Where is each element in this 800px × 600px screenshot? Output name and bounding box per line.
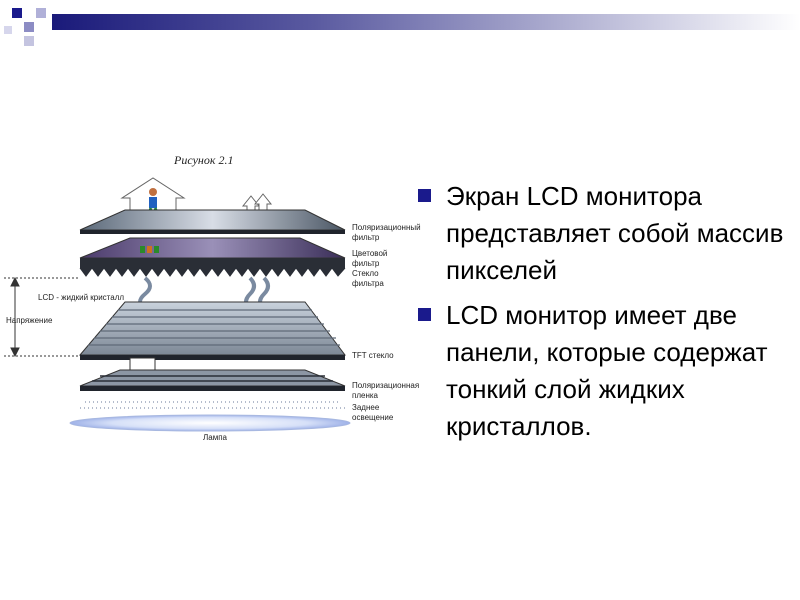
label-polarizing-filter: фильтр [352,233,380,242]
figure-caption: Рисунок 2.1 [174,153,234,167]
bullet-list [414,178,794,453]
label-tft-glass: TFT стекло [352,351,394,360]
bullet-item [414,178,794,289]
decor-gradient-bar [52,14,800,30]
decor-square [24,22,34,32]
top-decor-bar [0,0,800,50]
filter-glass-teeth [80,268,345,276]
decor-square [24,36,34,46]
label-color-filter: Цветовой [352,249,388,258]
filter-glass-plate [80,258,345,268]
decor-square [4,26,12,34]
label-backlight: освещение [352,413,394,422]
decor-square [36,8,46,18]
bullet-text: Экран LCD монитора представляет собой массив пикселей [446,181,784,285]
bullet-square-icon [418,189,431,202]
polarizing-filter-plate [80,210,345,230]
bullet-square-icon [418,308,431,321]
lcd-structure-diagram [0,140,421,460]
decor-square [12,8,22,18]
label-filter-glass: фильтра [352,279,384,288]
label-lcd: LCD - жидкий кристалл [38,293,125,302]
backlight-panel [80,402,345,408]
label-backlight: Заднее [352,403,380,412]
color-dots [140,246,159,253]
lamp [70,415,350,431]
label-polarizing-film: пленка [352,391,378,400]
bullet-item [414,297,794,445]
label-polarizing-film: Поляризационная [352,381,420,390]
label-filter-glass: Стекло [352,269,379,278]
label-voltage: Напряжение [6,316,53,325]
label-color-filter: фильтр [352,259,380,268]
label-lamp: Лампа [203,433,227,442]
label-polarizing-filter: Поляризационный [352,223,421,232]
polarizing-film-plate [80,370,345,386]
color-filter-plate [80,238,345,258]
bullet-text: LCD монитор имеет две панели, которые содержат тонкий слой жидких кристаллов. [446,300,768,441]
